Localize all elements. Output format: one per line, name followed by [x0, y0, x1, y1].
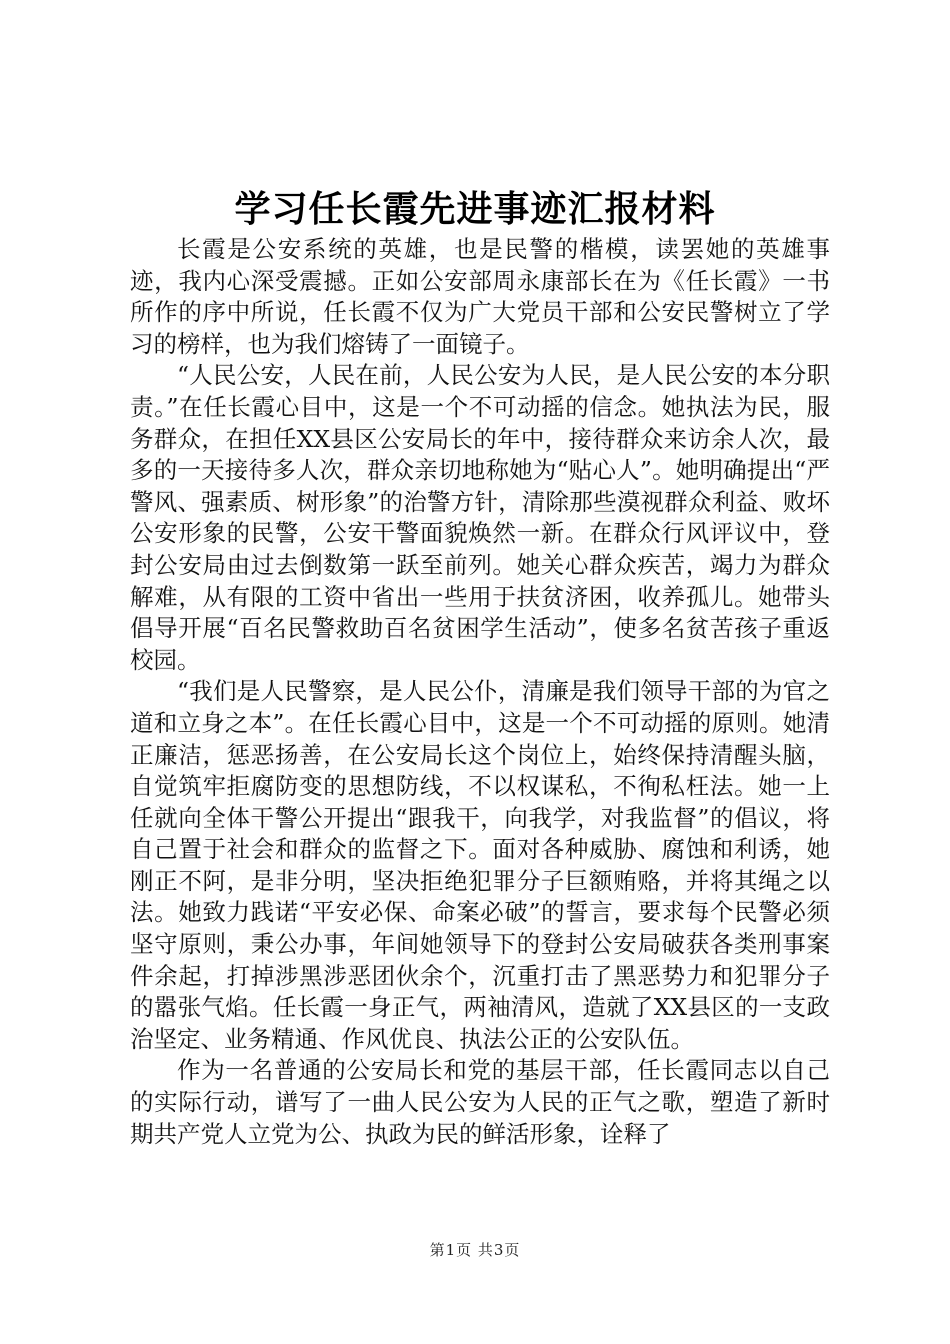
paragraph: 长霞是公安系统的英雄，也是民警的楷模，读罢她的英雄事迹，我内心深受震撼。正如公安部周永康部长在为《任长霞》一书所作的序中所说，任长霞不仅为广大党员干部和公安民警树立了学习的榜样，也为我们熔铸了一面镜子。: [130, 235, 830, 358]
paragraph: 作为一名普通的公安局长和党的基层干部，任长霞同志以自己的实际行动，谱写了一曲人民公安为人民的正气之歌，塑造了新时期共产党人立党为公、执政为民的鲜活形象，诠释了: [130, 1056, 830, 1148]
document-title: 学习任长霞先进事迹汇报材料: [234, 189, 716, 230]
paragraph: “我们是人民警察，是人民公仆，清廉是我们领导干部的为官之道和立身之本”。在任长霞心目中，这是一个不可动摇的原则。她清正廉洁，惩恶扬善，在公安局长这个岗位上，始终保持清醒头脑，自觉筑牢拒腐防变的思想防线，不以权谋私，不徇私枉法。她一上任就向全体干警公开提出“跟我干，向我学，对我监督”的倡议，将自己置于社会和群众的监督之下。面对各种威胁、腐蚀和利诱，她刚正不阿，是非分明，坚决拒绝犯罪分子巨额贿赂，并将其绳之以法。她致力践诺“平安必保、命案必破”的誓言，要求每个民警必须坚守原则，秉公办事，年间她领导下的登封公安局破获各类刑事案件余起，打掉涉黑涉恶团伙余个，沉重打击了黑恶势力和犯罪分子的嚣张气焰。任长霞一身正气，两袖清风，造就了XX县区的一支政治坚定、业务精通、作风优良、执法公正的公安队伍。: [130, 677, 830, 1053]
paragraph: “人民公安，人民在前，人民公安为人民，是人民公安的本分职责。”在任长霞心目中，这是一个不可动摇的信念。她执法为民，服务群众，在担任XX县区公安局长的年中，接待群众来访余人次，最多的一天接待多人次，群众亲切地称她为“贴心人”。她明确提出“严警风、强素质、树形象”的治警方针，清除那些漠视群众利益、败坏公安形象的民警，公安干警面貌焕然一新。在群众行风评议中，登封公安局由过去倒数第一跃至前列。她关心群众疾苦，竭力为群众解难，从有限的工资中省出一些用于扶贫济困，收养孤儿。她带头倡导开展“百名民警救助百名贫困学生活动”，使多名贫苦孩子重返校园。: [130, 361, 830, 674]
page-number: 第1页 共3页: [429, 1241, 521, 1259]
document-body: [130, 234, 830, 1150]
